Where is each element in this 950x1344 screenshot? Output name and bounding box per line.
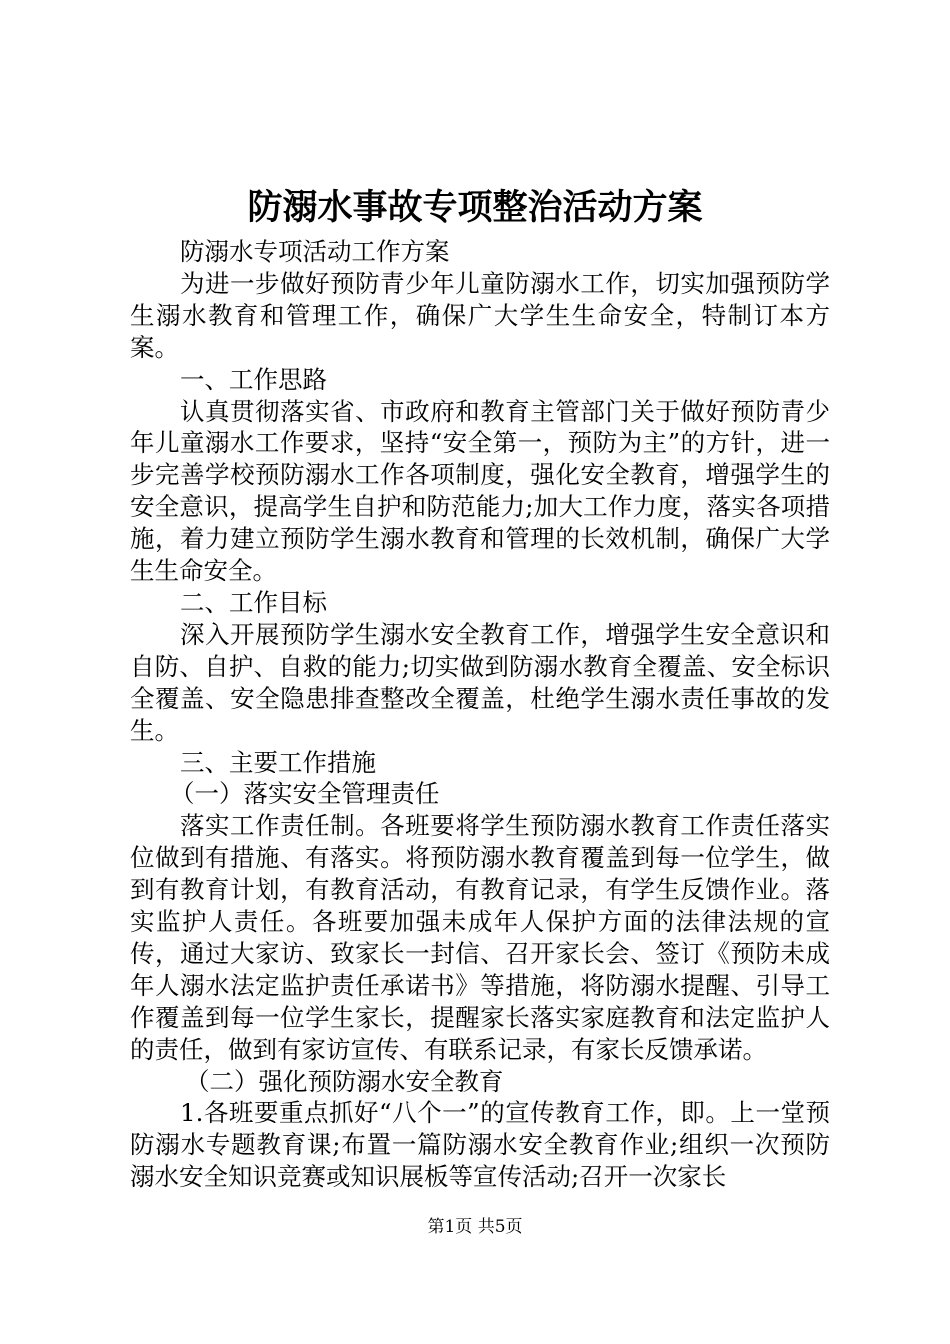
section-heading-work-approach: 一、工作思路 xyxy=(180,364,327,394)
subtitle-paragraph: 防溺水专项活动工作方案 xyxy=(180,237,450,266)
page-number-footer: 第1页 共5页 xyxy=(427,1217,523,1237)
responsibility-paragraph: 落实工作责任制。各班要将学生预防溺水教育工作责任落实位做到有措施、有落实。将预防溺水教育覆盖到每一位学生，做到有教育计划，有教育活动，有教育记录，有学生反馈作业。落实监护人责任。各班要加强未成年人保护方面的法律法规的宣传，通过大家访、致家长一封信、召开家长会、签订《预防未成年人溺水法定监护责任承诺书》等措施，将防溺水提醒、引导工作覆盖到每一位学生家长，提醒家长落实家庭教育和法定监护人的责任，做到有家访宣传、有联系记录，有家长反馈承诺。 xyxy=(130,811,830,1064)
document-title: 防溺水事故专项整治活动方案 xyxy=(247,187,703,228)
section-heading-main-measures: 三、主要工作措施 xyxy=(180,747,376,777)
subsection-heading-education: （二）强化预防溺水安全教育 xyxy=(185,1066,504,1096)
document-body xyxy=(130,236,830,1193)
education-paragraph: 1.各班要重点抓好“八个一”的宣传教育工作，即。上一堂预防溺水专题教育课;布置一篇防溺水安全教育作业;组织一次预防溺水安全知识竞赛或知识展板等宣传活动;召开一次家长 xyxy=(130,1098,830,1192)
section-heading-work-goals: 二、工作目标 xyxy=(180,587,327,617)
work-goals-paragraph: 深入开展预防学生溺水安全教育工作，增强学生安全意识和自防、自护、自救的能力;切实做到防溺水教育全覆盖、安全标识全覆盖、安全隐患排查整改全覆盖，杜绝学生溺水责任事故的发生。 xyxy=(130,619,830,745)
work-approach-paragraph: 认真贯彻落实省、市政府和教育主管部门关于做好预防青少年儿童溺水工作要求，坚持“安全第一，预防为主”的方针，进一步完善学校预防溺水工作各项制度，强化安全教育，增强学生的安全意识，提高学生自护和防范能力;加大工作力度，落实各项措施，着力建立预防学生溺水教育和管理的长效机制，确保广大学生生命安全。 xyxy=(130,396,830,586)
subsection-heading-responsibility: （一）落实安全管理责任 xyxy=(170,779,440,809)
intro-paragraph: 为进一步做好预防青少年儿童防溺水工作，切实加强预防学生溺水教育和管理工作，确保广大学生生命安全，特制订本方案。 xyxy=(130,268,830,362)
